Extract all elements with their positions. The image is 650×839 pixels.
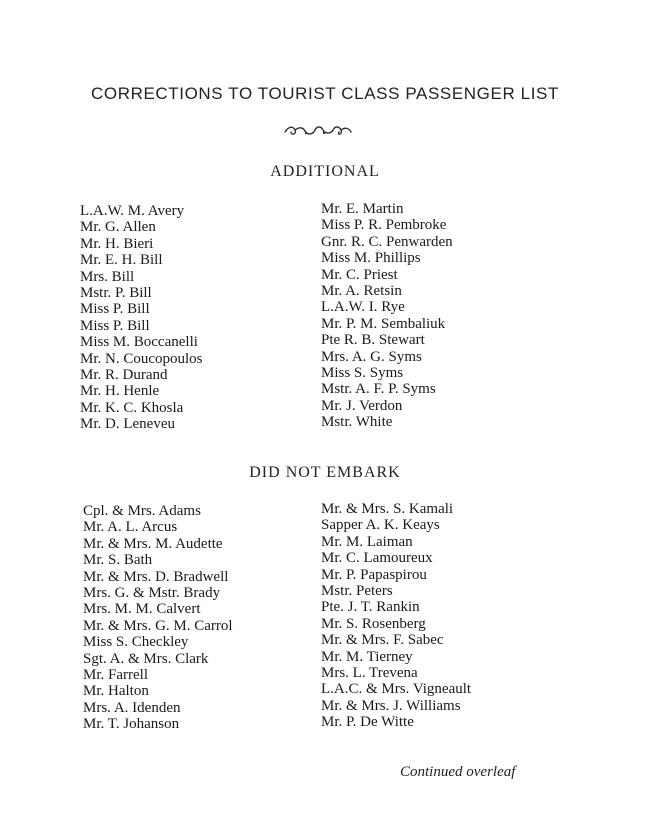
passenger-name: Mstr. A. F. P. Syms — [321, 381, 436, 398]
passenger-name: L.A.C. & Mrs. Vigneault — [321, 681, 472, 698]
additional-left-list — [80, 203, 203, 432]
passenger-name: Mr. & Mrs. M. Audette — [83, 535, 223, 552]
passenger-name: Mr. Halton — [83, 683, 149, 700]
passenger-name: Mr. S. Rosenberg — [321, 615, 426, 632]
passenger-name: Mr. G. Allen — [80, 219, 156, 236]
passenger-name: Miss P. Bill — [80, 317, 150, 334]
passenger-name: Mr. & Mrs. F. Sabec — [321, 632, 444, 649]
passenger-name: Mr. P. De Witte — [321, 714, 414, 731]
passenger-name: Mrs. M. M. Calvert — [83, 601, 201, 618]
passenger-name: Mstr. P. Bill — [80, 284, 152, 301]
passenger-name: Mr. N. Coucopoulos — [80, 350, 203, 367]
passenger-name: Mr. H. Bieri — [80, 235, 154, 252]
passenger-name: Mr. C. Lamoureux — [321, 550, 433, 567]
passenger-name: Mr. R. Durand — [80, 366, 168, 383]
passenger-name: Mr. K. C. Khosla — [80, 399, 184, 416]
passenger-name: Mr. T. Johanson — [83, 716, 180, 733]
passenger-name: Mr. Farrell — [83, 666, 148, 683]
passenger-name: Gnr. R. C. Penwarden — [321, 233, 453, 250]
passenger-name: Mrs. L. Trevena — [321, 664, 418, 681]
decorative-flourish-icon — [283, 124, 353, 138]
passenger-name: Mr. E. Martin — [321, 201, 404, 217]
passenger-name: Mrs. Bill — [80, 268, 135, 285]
passenger-name: Mstr. Peters — [321, 582, 393, 599]
passenger-name: Miss P. Bill — [80, 301, 150, 318]
passenger-name: Miss M. Boccanelli — [80, 334, 198, 351]
passenger-name: Miss M. Phillips — [321, 250, 421, 267]
passenger-name: Mr. A. Retsin — [321, 282, 402, 299]
passenger-name: Sgt. A. & Mrs. Clark — [83, 650, 209, 667]
passenger-name: Mstr. White — [321, 414, 393, 431]
passenger-name: Pte. J. T. Rankin — [321, 599, 420, 616]
passenger-name: Cpl. & Mrs. Adams — [83, 503, 201, 519]
passenger-name: Mr. M. Laiman — [321, 533, 413, 550]
did-not-embark-right-list — [321, 501, 471, 730]
section-heading-did-not-embark: DID NOT EMBARK — [249, 464, 401, 481]
passenger-name: Mr. D. Leneveu — [80, 416, 175, 433]
passenger-name: Mr. S. Bath — [83, 552, 153, 569]
passenger-name: Mr. & Mrs. D. Bradwell — [83, 568, 229, 585]
passenger-name: Mr. P. M. Sembaliuk — [321, 315, 446, 332]
continued-note: Continued overleaf — [400, 764, 516, 780]
passenger-name: Mr. H. Henle — [80, 383, 160, 400]
passenger-name: Mrs. A. G. Syms — [321, 348, 422, 365]
passenger-name: Mr. & Mrs. S. Kamali — [321, 501, 454, 517]
did-not-embark-left-list — [83, 503, 233, 732]
passenger-name: Mr. A. L. Arcus — [83, 519, 178, 536]
passenger-name: Mr. M. Tierney — [321, 648, 413, 665]
passenger-name: Mr. & Mrs. J. Williams — [321, 697, 461, 714]
passenger-name: Mr. P. Papaspirou — [321, 566, 427, 583]
passenger-name: L.A.W. M. Avery — [80, 203, 185, 219]
passenger-name: L.A.W. I. Rye — [321, 299, 405, 316]
passenger-name: Miss S. Syms — [321, 364, 404, 381]
passenger-name: Pte R. B. Stewart — [321, 332, 425, 349]
passenger-name: Sapper A. K. Keays — [321, 517, 440, 534]
additional-right-list — [321, 201, 453, 430]
page-title: CORRECTIONS TO TOURIST CLASS PASSENGER LIST — [91, 84, 559, 103]
passenger-name: Mrs. A. Idenden — [83, 699, 181, 716]
passenger-name: Mr. C. Priest — [321, 266, 398, 283]
passenger-name: Mr. & Mrs. G. M. Carrol — [83, 617, 233, 634]
section-heading-additional: ADDITIONAL — [270, 163, 380, 180]
passenger-name: Miss S. Checkley — [83, 634, 189, 651]
passenger-name: Mr. J. Verdon — [321, 397, 403, 414]
passenger-name: Miss P. R. Pembroke — [321, 217, 447, 234]
passenger-name: Mr. E. H. Bill — [80, 252, 163, 269]
passenger-name: Mrs. G. & Mstr. Brady — [83, 584, 221, 601]
